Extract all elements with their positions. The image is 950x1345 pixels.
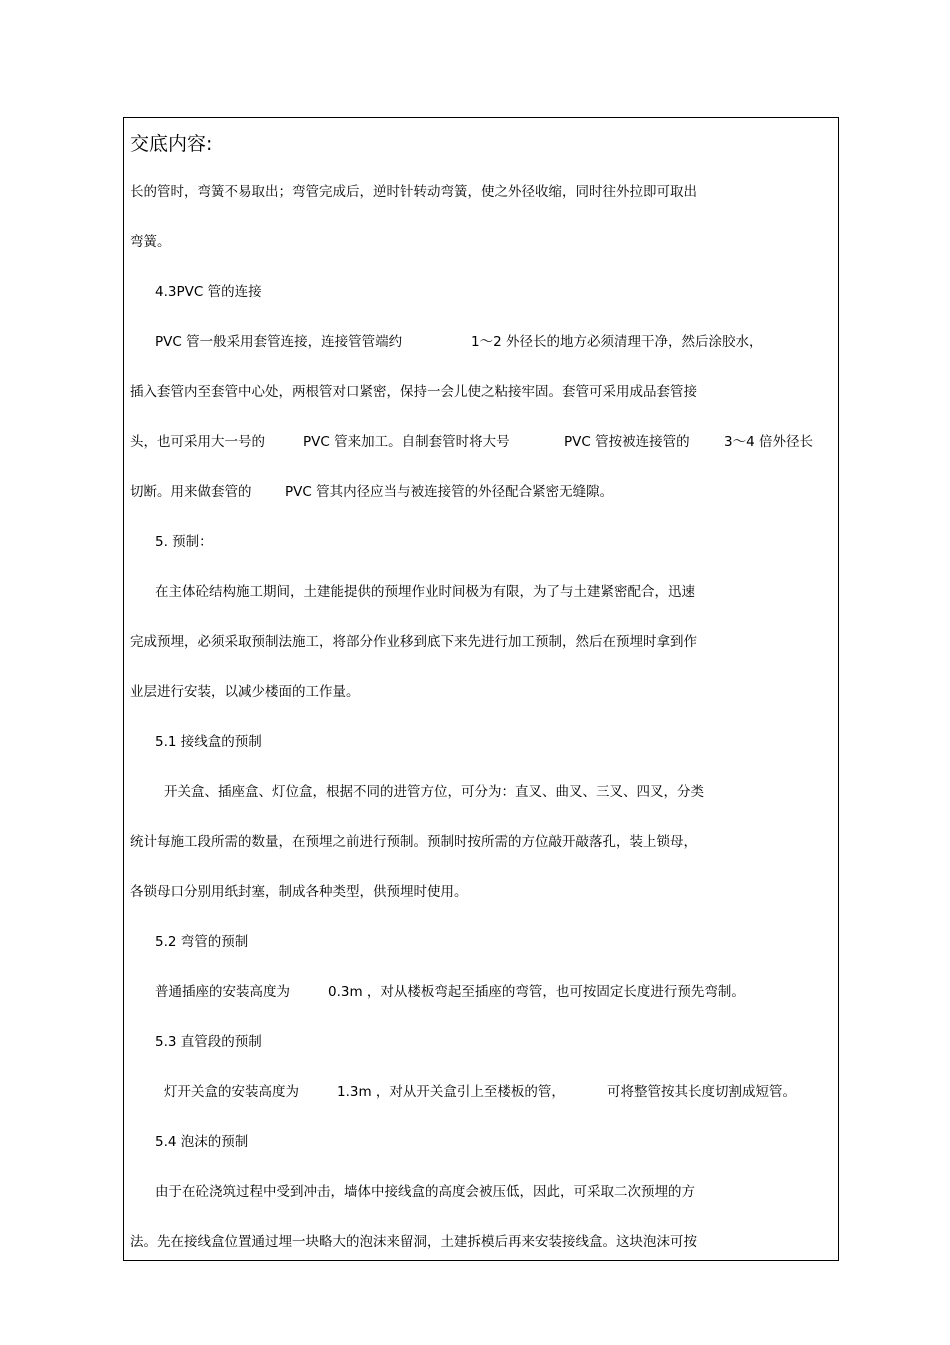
text-segment: 在主体砼结构施工期间，土建能提供的预埋作业时间极为有限，为了与土建紧密配合，迅速 xyxy=(155,584,695,600)
text-segment: PVC 管其内径应当与被连接管的外径配合紧密无缝隙。 xyxy=(285,484,614,500)
text-segment: 统计每施工段所需的数量，在预埋之前进行预制。预制时按所需的方位敲开敲落孔，装上锁母， xyxy=(130,834,697,850)
text-segment: PVC 管来加工。自制套管时将大号 xyxy=(303,434,510,450)
text-segment: 头，也可采用大一号的 xyxy=(130,434,265,450)
text-segment: 灯开关盒的安装高度为 xyxy=(164,1084,299,1100)
text-segment: PVC 管按被连接管的 xyxy=(564,434,690,450)
text-segment: 5.2 弯管的预制 xyxy=(155,934,249,950)
text-segment: 3～4 倍外径长 xyxy=(724,434,813,450)
text-segment: 各锁母口分别用纸封塞，制成各种类型，供预埋时使用。 xyxy=(130,884,468,900)
text-segment: 5.1 接线盒的预制 xyxy=(155,734,262,750)
text-segment: PVC 管一般采用套管连接，连接管管端约 xyxy=(155,334,403,350)
text-segment: 普通插座的安装高度为 xyxy=(155,984,290,1000)
text-segment: 可将整管按其长度切割成短管。 xyxy=(607,1084,796,1100)
text-segment: 完成预埋，必须采取预制法施工，将部分作业移到底下来先进行加工预制，然后在预埋时拿到作 xyxy=(130,634,697,650)
text-segment: 业层进行安装，以减少楼面的工作量。 xyxy=(130,684,360,700)
text-segment: 长的管时，弯簧不易取出；弯管完成后，逆时针转动弯簧，使之外径收缩，同时往外拉即可取出 xyxy=(130,184,697,200)
text-segment: 法。先在接线盒位置通过埋一块略大的泡沫来留洞，土建拆模后再来安装接线盒。这块泡沫可按 xyxy=(130,1234,697,1250)
text-segment: 0.3m ，对从楼板弯起至插座的弯管，也可按固定长度进行预先弯制。 xyxy=(328,984,745,1000)
text-segment: 5. 预制： xyxy=(155,534,213,550)
section-heading: 交底内容: xyxy=(130,133,213,155)
text-segment: 切断。用来做套管的 xyxy=(130,484,252,500)
text-segment: 插入套管内至套管中心处，两根管对口紧密，保持一会儿使之粘接牢固。套管可采用成品套管接 xyxy=(130,384,697,400)
text-segment: 弯簧。 xyxy=(130,234,171,250)
text-segment: 由于在砼浇筑过程中受到冲击，墙体中接线盒的高度会被压低，因此，可采取二次预埋的方 xyxy=(155,1184,695,1200)
text-segment: 1.3m ，对从开关盒引上至楼板的管， xyxy=(337,1084,565,1100)
text-segment: 开关盒、插座盒、灯位盒，根据不同的进管方位，可分为：直叉、曲叉、三叉、四叉，分类 xyxy=(164,784,704,800)
text-segment: 5.4 泡沫的预制 xyxy=(155,1134,249,1150)
text-segment: 1～2 外径长的地方必须清理干净，然后涂胶水， xyxy=(471,334,763,350)
text-segment: 5.3 直管段的预制 xyxy=(155,1034,262,1050)
text-segment: 4.3PVC 管的连接 xyxy=(155,284,262,300)
